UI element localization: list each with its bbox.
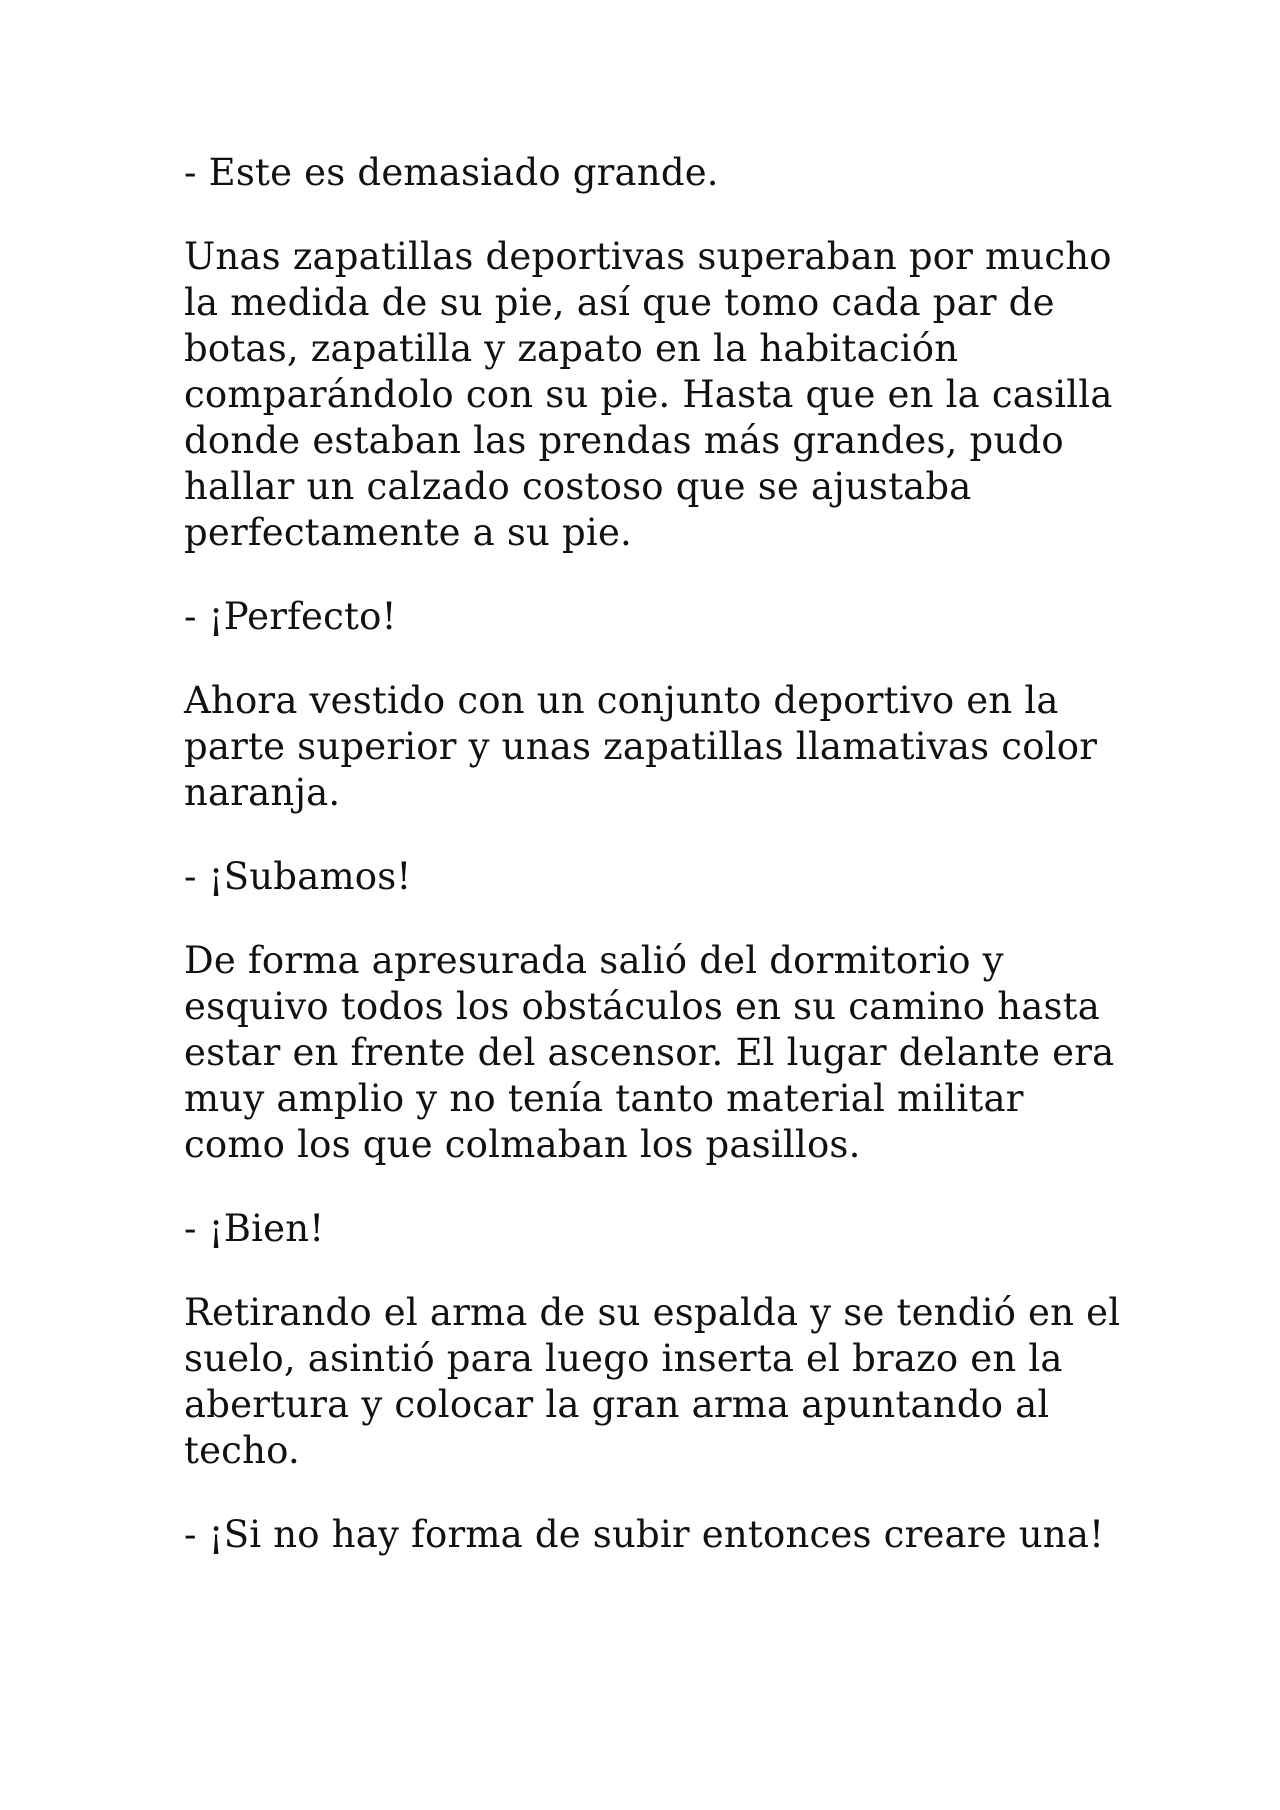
narrative-paragraph: Retirando el arma de su espalda y se tendió en el suelo, asintió para luego inserta el brazo en la abertura y colocar la gran arma apuntando al techo. (184, 1291, 1121, 1472)
dialogue-line: - ¡Perfecto! (184, 595, 397, 638)
dialogue-line: - ¡Subamos! (184, 855, 412, 898)
dialogue-line: - Este es demasiado grande. (184, 151, 719, 194)
dialogue-line: - ¡Bien! (184, 1207, 325, 1250)
narrative-paragraph: De forma apresurada salió del dormitorio y esquivo todos los obstáculos en su camino hasta estar en frente del ascensor. El lugar delante era muy amplio y no tenía tanto material militar como los que colmaban los pasillos. (184, 939, 1115, 1166)
narrative-paragraph: Unas zapatillas deportivas superaban por mucho la medida de su pie, así que tomo cada par de botas, zapatilla y zapato en la habitación comparándolo con su pie. Hasta que en la casilla donde estaban las prendas más grandes, pudo hallar un calzado costoso que se ajustaba perfectamente a su pie. (184, 235, 1113, 554)
narrative-paragraph: Ahora vestido con un conjunto deportivo en la parte superior y unas zapatillas llamativas color naranja. (184, 679, 1098, 814)
body-text (184, 150, 1124, 1596)
dialogue-line: - ¡Si no hay forma de subir entonces creare una! (184, 1513, 1105, 1556)
